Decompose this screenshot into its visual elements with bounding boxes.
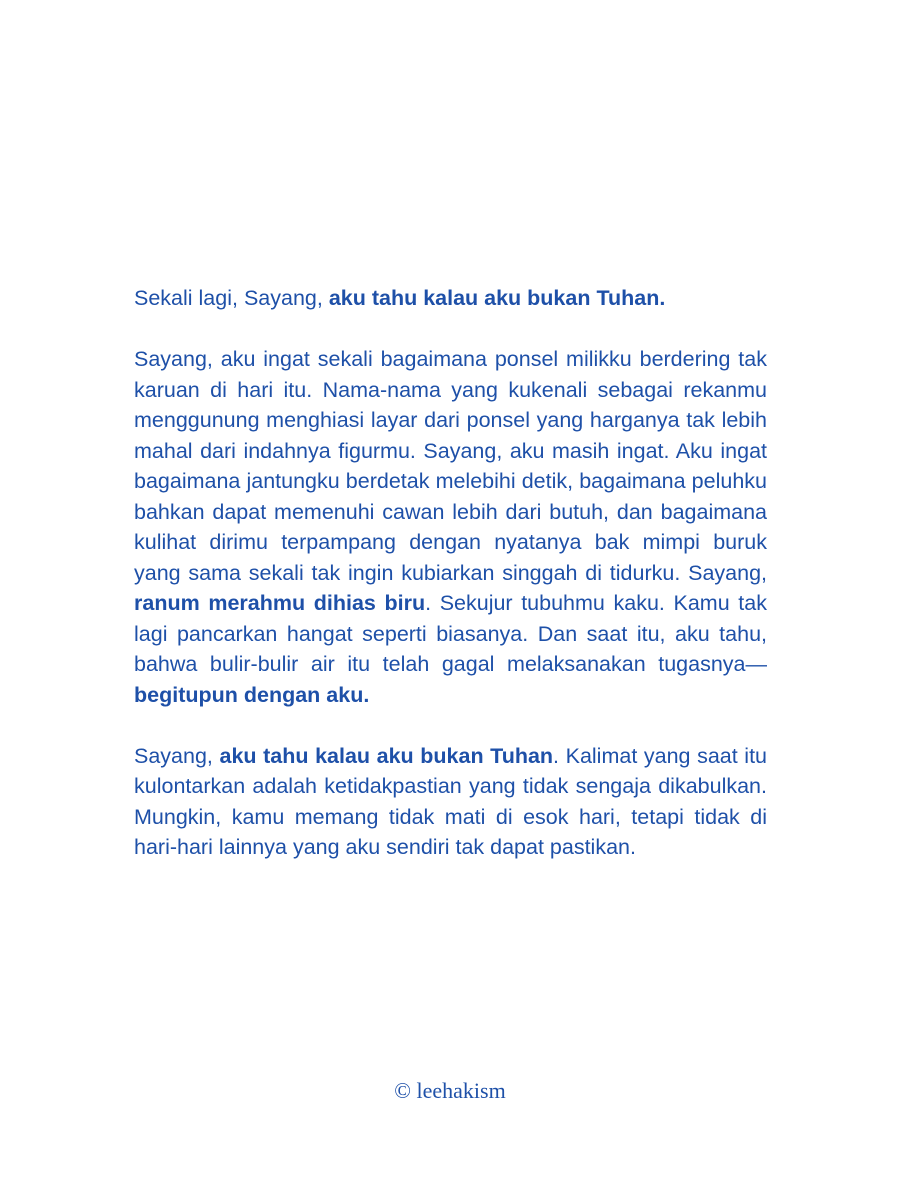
paragraph-intro — [134, 283, 767, 314]
closing-bold-text: aku tahu kalau aku bukan Tuhan — [219, 743, 554, 768]
memory-bold-text-1: ranum merahmu dihias biru — [134, 591, 426, 615]
closing-text-part-2: . Kalimat yang saat itu kulontarkan adalah ketidakpastian yang tidak sengaja dikabulkan. Mungkin, kamu memang tidak mati di esok hari, tetapi tidak di hari-hari lainnya yang aku sendiri tak dapat pastikan. — [134, 743, 767, 859]
closing-text-part-1: Sayang, — [134, 743, 220, 768]
intro-bold-text: aku tahu kalau aku bukan Tuhan. — [328, 286, 666, 310]
poem-text — [134, 283, 767, 893]
paragraph-closing — [134, 741, 767, 863]
intro-plain-text: Sekali lagi, Sayang, — [134, 286, 329, 310]
memory-bold-text-2: begitupun dengan aku. — [134, 682, 370, 707]
memory-text-part-1: Sayang, aku ingat sekali bagaimana ponsel milikku berdering tak karuan di hari itu. Nama-nama yang kukenali sebagai rekanmu menggunung menghiasi layar dari ponsel yang harganya tak lebih mahal dari indahnya figurmu. Sayang, aku masih ingat. Aku ingat bagaimana jantungku berdetak melebihi detik, bagaimana peluhku bahkan dapat memenuhi cawan lebih dari butuh, dan bagaimana kulihat dirimu terpampang dengan nyatanya bak mimpi buruk yang sama sekali tak ingin kubiarkan singgah di tidurku. Sayang, — [134, 347, 767, 585]
paragraph-memory — [134, 344, 767, 710]
author-signature: © leehakism — [394, 1078, 506, 1103]
memory-text-part-2: . Sekujur tubuhmu kaku. Kamu tak lagi pancarkan hangat seperti biasanya. Dan saat itu, aku tahu, bahwa bulir-bulir air itu telah gagal melaksanakan tugasnya— — [134, 591, 767, 676]
